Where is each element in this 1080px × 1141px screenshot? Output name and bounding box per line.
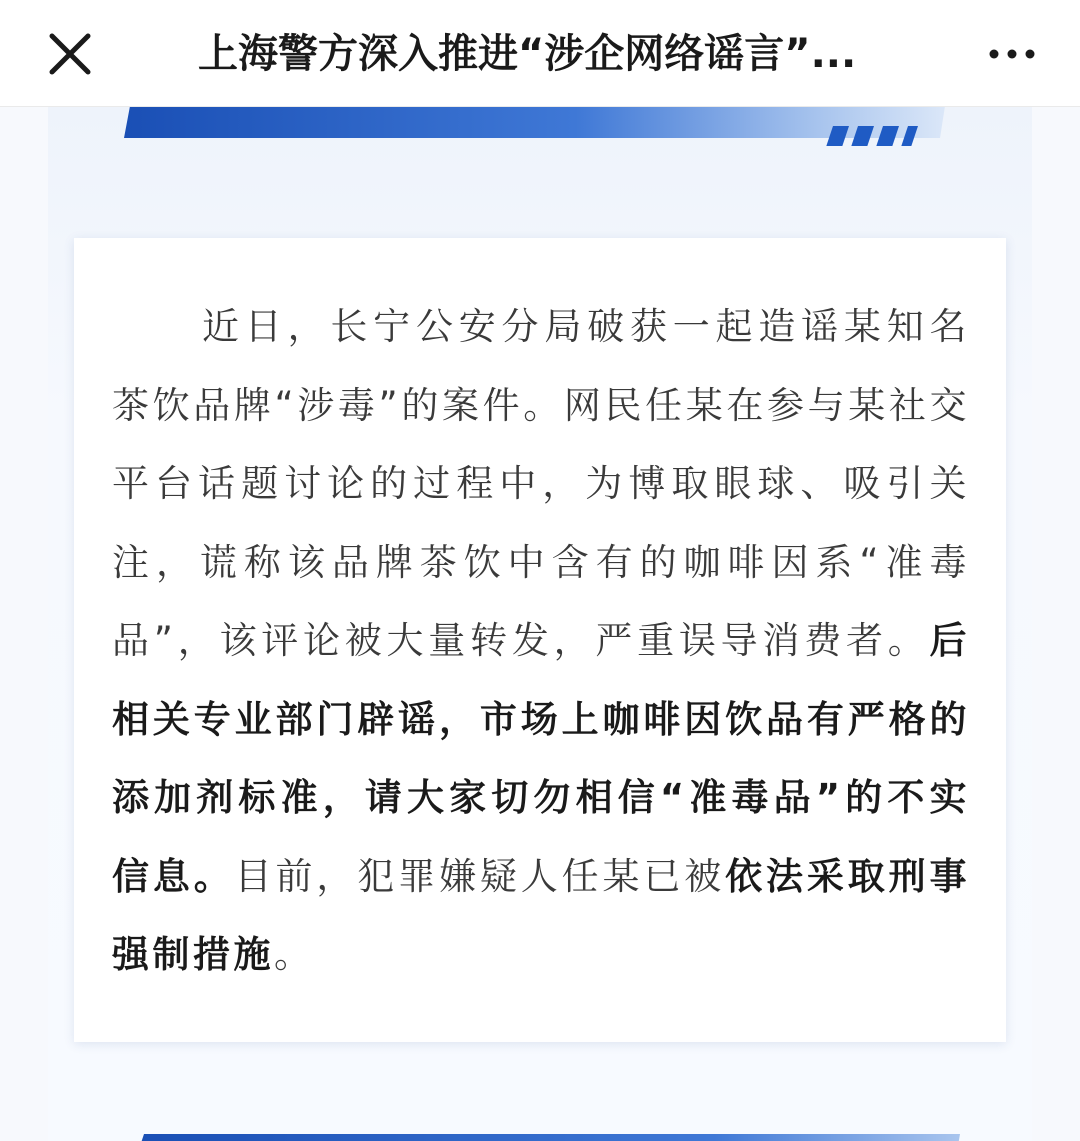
page-title: 上海警方深入推进“涉企网络谣言”... xyxy=(198,31,857,77)
more-button[interactable] xyxy=(980,30,1044,78)
top-navigation-bar xyxy=(0,0,1080,107)
paragraph-bold-segment: 后相关专业部门辟谣，市场上咖啡因饮品有严格的添加剂标准，请大家切勿相信“准毒品”的不实信息。 xyxy=(112,619,970,898)
paragraph-segment: 近日，长宁公安分局破获一起造谣某知名茶饮品牌“涉毒”的案件。网民任某在参与某社交平台话题讨论的过程中，为博取眼球、吸引关注，谎称该品牌茶饮中含有的咖啡因系“准毒品”，该评论被大量转发，严重误导消费者。 xyxy=(112,305,970,662)
close-icon xyxy=(36,20,104,88)
close-button[interactable] xyxy=(36,20,104,88)
more-horizontal-icon xyxy=(980,30,1044,78)
article-paragraph xyxy=(112,288,970,995)
paragraph-bold-segment: 依法采取刑事强制措施 xyxy=(112,854,970,976)
section-title-banner xyxy=(0,106,1080,146)
paragraph-segment: 。 xyxy=(274,933,315,976)
paragraph-segment: 目前，犯罪嫌疑人任某已被 xyxy=(234,854,726,898)
article-content[interactable] xyxy=(0,106,1080,1141)
article-text-card xyxy=(74,238,1006,1042)
next-section-banner-edge xyxy=(140,1134,960,1141)
